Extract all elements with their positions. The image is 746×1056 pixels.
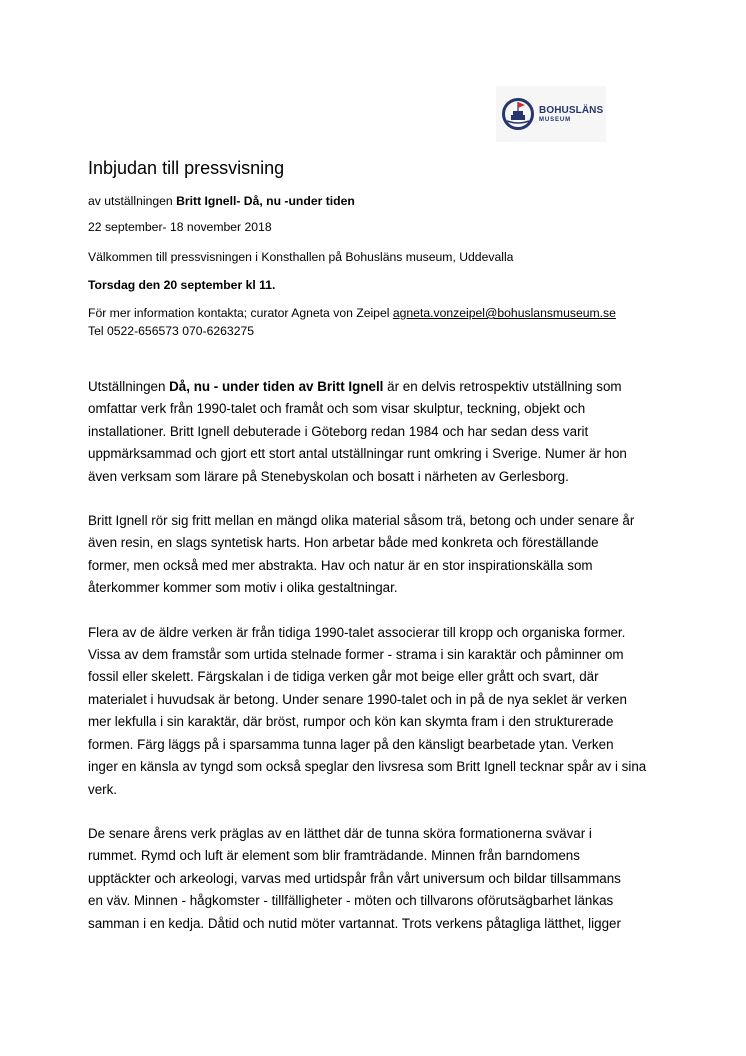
body-paragraph-1: [88, 376, 668, 488]
p2-line-1: även resin, en slags syntetisk harts. Hon arbetar både med konkreta och föreställande: [88, 535, 599, 551]
p3-line-6: inger en känsla av tyngd som också speglar den livsresa som Britt Ignell tecknar spår av i sina: [88, 759, 647, 775]
p3-line-7: verk.: [88, 781, 118, 797]
p3-line-4: mer lekfulla i sin karaktär, där bröst, rumpor och kön kan skymta fram i den strukturerade: [88, 714, 614, 730]
body-paragraph-4: [88, 823, 668, 935]
subtitle-prefix: av utställningen: [88, 194, 177, 208]
p1-line-0: är en delvis retrospektiv utställning som: [383, 379, 622, 394]
p2-line-3: återkommer kommer som motiv i olika gestaltningar.: [88, 580, 398, 596]
logo-name: BOHUSLÄNS: [539, 104, 604, 116]
p1-exhibition-title: Då, nu - under tiden av Britt Ignell: [169, 379, 384, 394]
page-title: Inbjudan till pressvisning: [88, 158, 285, 178]
ship-emblem-icon: [501, 97, 535, 131]
welcome-text: Välkommen till pressvisningen i Konsthallen på Bohusläns museum, Uddevalla: [88, 250, 514, 264]
p4-line-3: en väv. Minnen - hågkomster - tillfälligheter - möten och tillvarons oförutsägbarhet länkas: [88, 893, 614, 909]
p1-intro: Utställningen: [88, 379, 170, 394]
document-content: [88, 156, 668, 935]
p1-line-3: uppmärksammad och gjort ett stort antal utställningar runt omkring i Sverige. Numer är hon: [88, 446, 627, 462]
p4-line-0: De senare årens verk präglas av en lätthet där de tunna sköra formationerna svävar i: [88, 825, 592, 841]
contact-line: [88, 304, 668, 322]
contact-phone: Tel 0522-656573 070-6263275: [88, 324, 255, 338]
museum-logo: [496, 86, 606, 142]
p3-line-5: formen. Färg läggs på i sparsamma tunna lager på den känsligt bearbetade ytan. Verken: [88, 736, 614, 752]
body-paragraph-2: [88, 510, 668, 600]
body-paragraph-3: [88, 622, 668, 801]
exhibition-dates: 22 september- 18 november 2018: [88, 220, 272, 234]
p2-line-2: former, men också med mer abstrakta. Hav och natur är en stor inspirationskälla som: [88, 557, 593, 573]
contact-email-link[interactable]: agneta.vonzeipel@bohuslansmuseum.se: [392, 306, 616, 320]
p3-line-3: materialet i huvudsak är betong. Under senare 1990-talet och in på de nya seklet är verken: [88, 691, 627, 707]
p4-line-4: samman i en kedja. Dåtid och nutid möter vartannat. Trots verkens påtagliga lätthet, ligger: [88, 915, 621, 931]
subtitle-line: [88, 192, 668, 210]
p4-line-2: upptäckter och arkeologi, varvas med urtidspår från vårt universum och bildar tillsammans: [88, 870, 621, 886]
p1-line-1: omfattar verk från 1990-talet och framåt och som visar skulptur, teckning, objekt och: [88, 401, 586, 417]
p3-line-0: Flera av de äldre verken är från tidiga 1990-talet associerar till kropp och organiska former.: [88, 624, 626, 640]
contact-text: För mer information kontakta; curator Agneta von Zeipel: [88, 306, 393, 320]
p1-line-2: installationer. Britt Ignell debuterade i Göteborg redan 1984 och har sedan dess varit: [88, 423, 589, 439]
p2-line-0: Britt Ignell rör sig fritt mellan en mängd olika material såsom trä, betong och under senare år: [88, 513, 635, 529]
p4-line-1: rummet. Rymd och luft är element som blir framträdande. Minnen från barndomens: [88, 848, 580, 864]
event-time: Torsdag den 20 september kl 11.: [88, 278, 276, 292]
p3-line-1: Vissa av dem framstår som urtida stelnade former - strama i sin karaktär och påminner om: [88, 647, 624, 663]
logo-subtitle: MUSEUM: [539, 116, 572, 123]
exhibition-name: Britt Ignell- Då, nu -under tiden: [176, 194, 355, 208]
p3-line-2: fossil eller skelett. Färgskalan i de tidiga verken går mot beige eller grått och svart, där: [88, 669, 599, 685]
p1-line-4: även verksam som lärare på Stenebyskolan och bosatt i närheten av Gerlesborg.: [88, 468, 569, 484]
